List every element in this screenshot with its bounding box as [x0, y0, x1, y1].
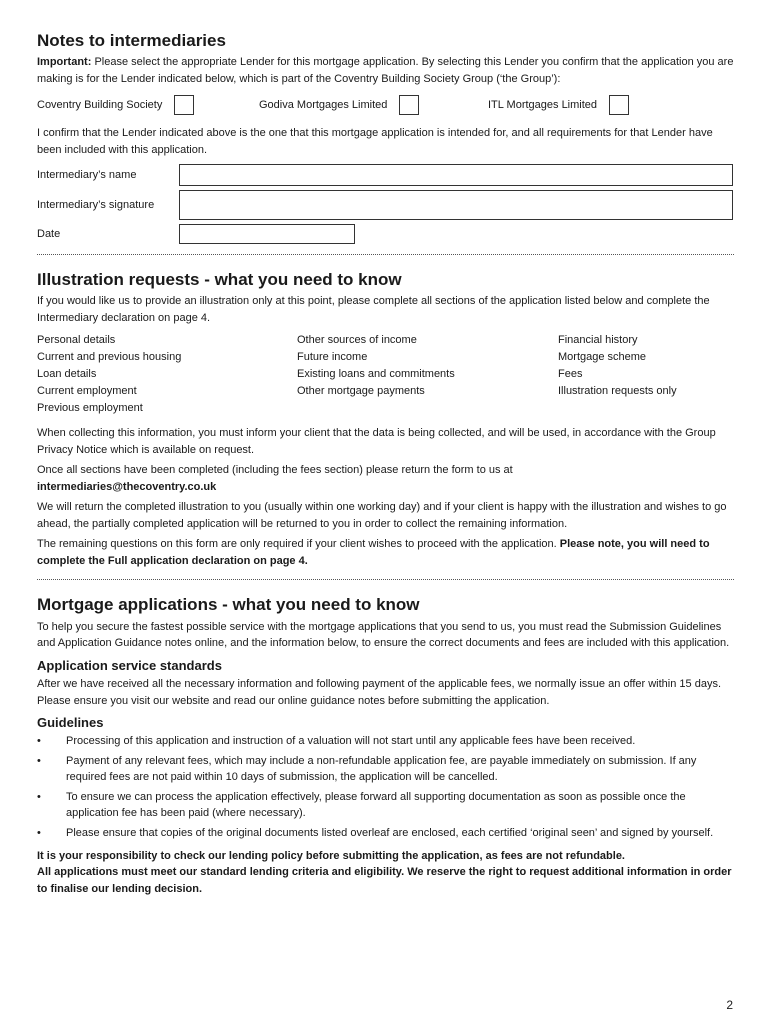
important-label: Important: — [37, 56, 92, 69]
page-number: 2 — [726, 998, 733, 1012]
notes-title: Notes to intermediaries — [37, 31, 226, 50]
section-item: Previous employment — [37, 402, 143, 415]
lender-itl — [488, 95, 629, 115]
lender-coventry-label: Coventry Building Society — [37, 98, 163, 111]
confirm-text: I confirm that the Lender indicated above is the one that this mortgage application is intended for, and all requirements for that Lender have been included with this application. — [37, 127, 713, 156]
guideline-text: Processing of this application and instruction of a valuation will not start until any applicable fees have been received. — [66, 735, 636, 748]
intermediary-signature-field[interactable] — [179, 190, 733, 220]
signature-row — [37, 190, 734, 220]
sections-col-3 — [558, 332, 734, 417]
divider-1 — [37, 254, 734, 255]
closing-line-2: All applications must meet our standard lending criteria and eligibility. We reserve the right to request additional information in order to finalise our lending decision. — [37, 866, 732, 895]
guideline-item — [37, 790, 734, 822]
guideline-item — [37, 826, 734, 842]
guideline-text: Payment of any relevant fees, which may include a non-refundable application fee, are payable immediately on submission. If any required fees are not paid within 10 days of submission, the application will be cancelled. — [66, 755, 697, 784]
remaining-paragraph — [37, 536, 734, 569]
mortgage-title: Mortgage applications - what you need to know — [37, 595, 420, 615]
sections-col-2 — [297, 332, 558, 417]
bullet: • — [37, 735, 41, 748]
bullet: • — [37, 826, 41, 839]
intermediary-name-field[interactable] — [179, 164, 733, 186]
name-row — [37, 164, 734, 186]
section-item: Existing loans and commitments — [297, 368, 455, 381]
guideline-text: Please ensure that copies of the original documents listed overleaf are enclosed, each certified ‘original seen’ and signed by yourself. — [66, 826, 714, 839]
lender-itl-checkbox[interactable] — [609, 95, 629, 115]
illustration-return-paragraph: We will return the completed illustration to you (usually within one working day) and if your client is happy with the illustration and wishes to go ahead, the partially completed application will be returned to you in order to collect the remaining information. — [37, 501, 727, 530]
section-item: Financial history — [558, 334, 638, 347]
date-label: Date — [37, 227, 61, 240]
illustration-intro: If you would like us to provide an illustration only at this point, please complete all sections of the application listed below and complete the Intermediary declaration on page 4. — [37, 295, 710, 324]
privacy-paragraph: When collecting this information, you must inform your client that the data is being collected, and will be used, in accordance with the Group Privacy Notice which is available on request. — [37, 427, 716, 456]
date-row — [37, 224, 734, 244]
closing-line-1: It is your responsibility to check our lending policy before submitting the application, as fees are not refundable. — [37, 849, 625, 862]
lender-itl-label: ITL Mortgages Limited — [488, 98, 598, 111]
guidelines-list — [37, 734, 734, 842]
remaining-text: The remaining questions on this form are only required if your client wishes to proceed with the application. — [37, 538, 560, 551]
signature-label: Intermediary’s signature — [37, 198, 155, 211]
section-item: Other sources of income — [297, 334, 417, 347]
return-text: Once all sections have been completed (including the fees section) please return the form to us at — [37, 464, 513, 477]
guideline-text: To ensure we can process the application effectively, please forward all supporting documentation as soon as possible once the application fee has been paid (where necessary). — [66, 791, 686, 820]
date-field[interactable] — [179, 224, 355, 244]
section-item: Personal details — [37, 334, 116, 347]
page-content — [37, 30, 734, 901]
section-item: Current and previous housing — [37, 351, 182, 364]
lender-godiva-label: Godiva Mortgages Limited — [259, 98, 388, 111]
section-item: Illustration requests only — [558, 385, 677, 398]
section-item: Loan details — [37, 368, 97, 381]
closing-paragraph — [37, 848, 734, 898]
divider-2 — [37, 579, 734, 580]
bullet: • — [37, 755, 41, 768]
important-paragraph — [37, 54, 734, 87]
lender-coventry-checkbox[interactable] — [174, 95, 194, 115]
return-paragraph — [37, 462, 734, 495]
email-link[interactable]: intermediaries@thecoventry.co.uk — [37, 480, 217, 493]
lender-godiva-checkbox[interactable] — [399, 95, 419, 115]
section-item: Mortgage scheme — [558, 351, 647, 364]
guidelines-title: Guidelines — [37, 715, 104, 731]
important-text: Please select the appropriate Lender for this mortgage application. By selecting this Lender you confirm that the application you are making is for the Lender indicated below, which is part of the Coventry Building Society Group (‘the Group’): — [37, 56, 734, 85]
sections-list — [37, 332, 734, 417]
section-item: Other mortgage payments — [297, 385, 425, 398]
illustration-title: Illustration requests - what you need to know — [37, 270, 402, 290]
service-standards-title: Application service standards — [37, 657, 222, 673]
mortgage-intro: To help you secure the fastest possible service with the mortgage applications that you send to us, you must read the Submission Guidelines and Application Guidance notes online, and the information below, to ensure the correct documents and fees are included with this application. — [37, 620, 730, 650]
service-standards-text: After we have received all the necessary information and following payment of the applicable fees, we normally issue an offer within 15 days. Please ensure you visit our website and read our online guidance notes before submitting the application. — [37, 678, 722, 707]
guideline-item — [37, 734, 734, 750]
sections-col-1 — [37, 332, 297, 417]
lender-godiva — [259, 95, 488, 115]
guideline-item — [37, 754, 734, 786]
remaining-note: Please note, you will need to complete the Full application declaration on page 4. — [37, 538, 710, 567]
section-item: Current employment — [37, 385, 137, 398]
name-label: Intermediary’s name — [37, 168, 137, 181]
section-item: Future income — [297, 351, 368, 364]
lender-selection — [37, 93, 734, 117]
lender-coventry — [37, 95, 259, 115]
bullet: • — [37, 791, 41, 804]
section-item: Fees — [558, 368, 583, 381]
